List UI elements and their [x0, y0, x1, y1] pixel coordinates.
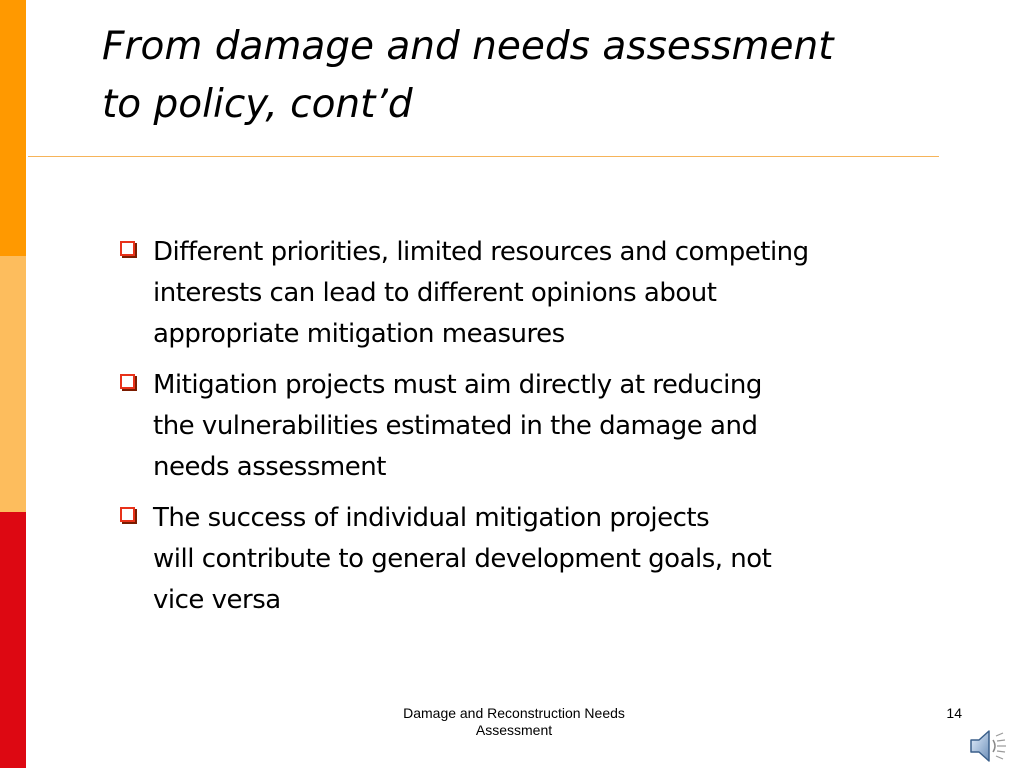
bullet-item — [117, 232, 937, 355]
bullet-text-line: the vulnerabilities estimated in the damage and — [153, 411, 758, 441]
bullet-text-line: interests can lead to different opinions about — [153, 278, 717, 308]
title-divider — [28, 156, 939, 157]
speaker-icon[interactable] — [968, 728, 1008, 764]
footer-line-1: Damage and Reconstruction Needs — [403, 705, 625, 721]
footer-caption — [360, 705, 668, 739]
decorative-bar-top — [0, 0, 26, 256]
square-bullet-icon — [120, 241, 135, 256]
page-number: 14 — [946, 705, 962, 721]
bullet-text-line: Different priorities, limited resources and competing — [153, 237, 809, 267]
slide-title — [102, 18, 982, 134]
decorative-bar-middle — [0, 256, 26, 512]
bullet-list — [117, 232, 937, 631]
bullet-text-line: will contribute to general development goals, not — [153, 544, 772, 574]
decorative-bar-bottom — [0, 512, 26, 768]
square-bullet-icon — [120, 507, 135, 522]
bullet-text-line: Mitigation projects must aim directly at reducing — [153, 370, 762, 400]
bullet-item — [117, 498, 937, 621]
square-bullet-icon — [120, 374, 135, 389]
bullet-text-line: appropriate mitigation measures — [153, 319, 565, 349]
footer-line-2: Assessment — [475, 722, 553, 738]
bullet-text-line: needs assessment — [153, 452, 386, 482]
title-line-2: to policy, cont’d — [102, 82, 413, 127]
bullet-text-line: vice versa — [153, 585, 281, 615]
bullet-item — [117, 365, 937, 488]
bullet-text-line: The success of individual mitigation projects — [153, 503, 710, 533]
title-line-1: From damage and needs assessment — [102, 24, 834, 69]
